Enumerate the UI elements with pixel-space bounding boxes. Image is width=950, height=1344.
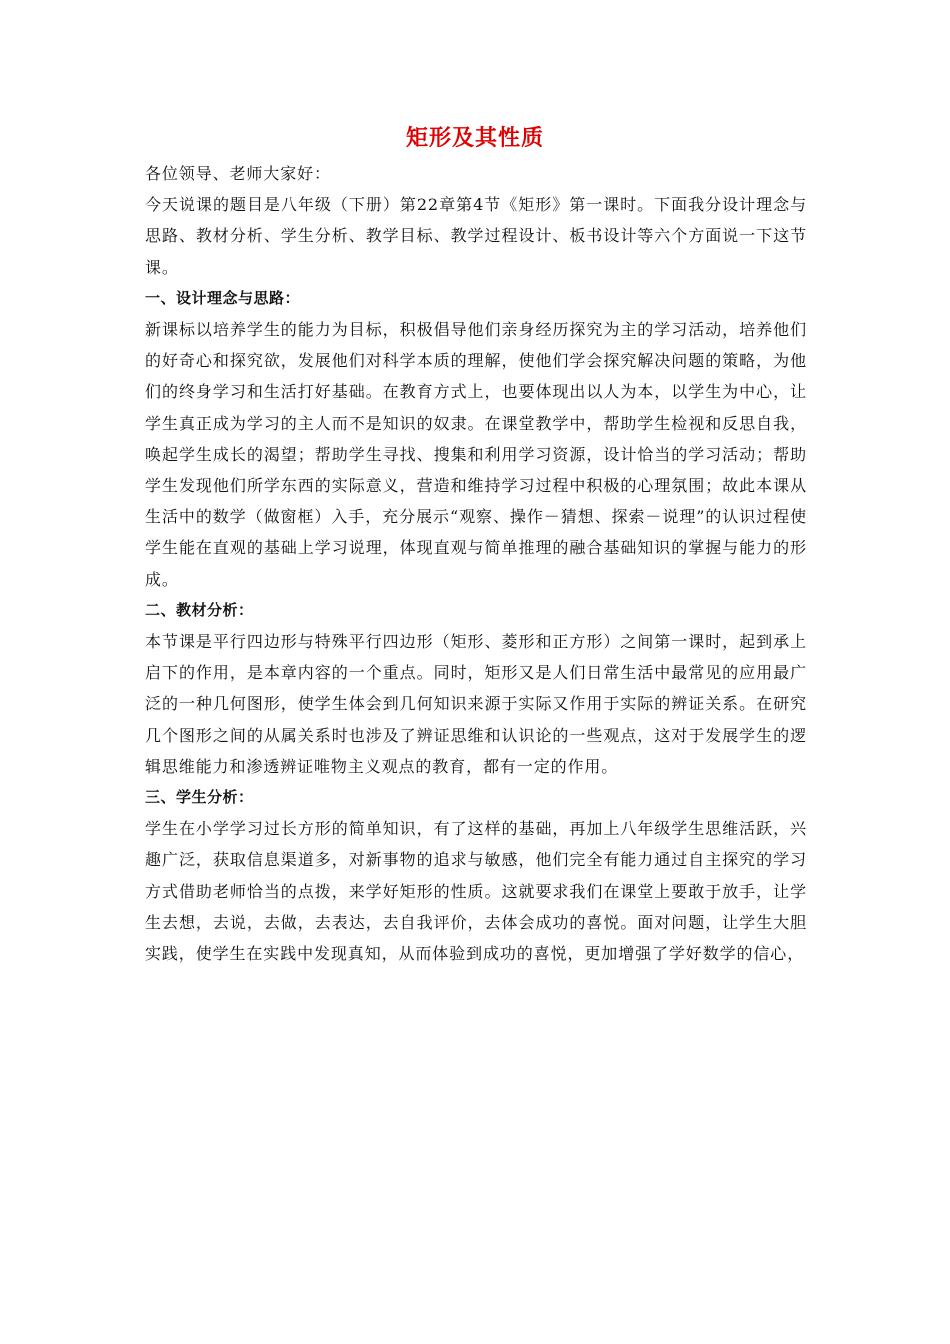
intro-paragraph: 今天说课的题目是八年级（下册）第22章第4节《矩形》第一课时。下面我分设计理念与思路、教材分析、学生分析、教学目标、教学过程设计、板书设计等六个方面说一下这节课。: [145, 195, 807, 277]
section-heading-design: 一、设计理念与思路：: [145, 288, 301, 307]
document-title: 矩形及其性质: [405, 125, 544, 151]
section-heading-textbook: 二、教材分析：: [145, 600, 254, 619]
section-text-textbook: 本节课是平行四边形与特殊平行四边形（矩形、菱形和正方形）之间第一课时，起到承上启下的作用，是本章内容的一个重点。同时，矩形又是人们日常生活中最常见的应用最广泛的一种几何图形，使学生体会到几何知识来源于实际又作用于实际的辨证关系。在研究几个图形之间的从属关系时也涉及了辨证思维和认识论的一些观点，这对于发展学生的逻辑思维能力和渗透辨证唯物主义观点的教育，都有一定的作用。: [145, 632, 807, 776]
section-text-students: 学生在小学学习过长方形的简单知识，有了这样的基础，再加上八年级学生思维活跃，兴趣广泛，获取信息渠道多，对新事物的追求与敏感，他们完全有能力通过自主探究的学习方式借助老师恰当的点拨，来学好矩形的性质。这就要求我们在课堂上要敢于放手，让学生去想，去说，去做，去表达，去自我评价，去体会成功的喜悦。面对问题，让学生大胆实践，使学生在实践中发现真知，从而体验到成功的喜悦，更加增强了学好数学的信心，: [145, 819, 807, 964]
section-text-design: 新课标以培养学生的能力为目标，积极倡导他们亲身经历探究为主的学习活动，培养他们的好奇心和探究欲，发展他们对科学本质的理解，使他们学会探究解决问题的策略，为他们的终身学习和生活打好基础。在教育方式上，也要体现出以人为本，以学生为中心，让学生真正成为学习的主人而不是知识的奴隶。在课堂教学中，帮助学生检视和反思自我，唤起学生成长的渴望；帮助学生寻找、搜集和利用学习资源，设计恰当的学习活动；帮助学生发现他们所学东西的实际意义，营造和维持学习过程中积极的心理氛围；故此本课从生活中的数学（做窗框）入手，充分展示“观察、操作－猜想、探索－说理”的认识过程使学生能在直观的基础上学习说理，体现直观与简单推理的融合基础知识的掌握与能力的形成。: [145, 320, 807, 589]
greeting-paragraph: 各位领导、老师大家好：: [145, 164, 331, 183]
section-heading-students: 三、学生分析：: [145, 788, 254, 807]
document-body: [145, 158, 807, 969]
